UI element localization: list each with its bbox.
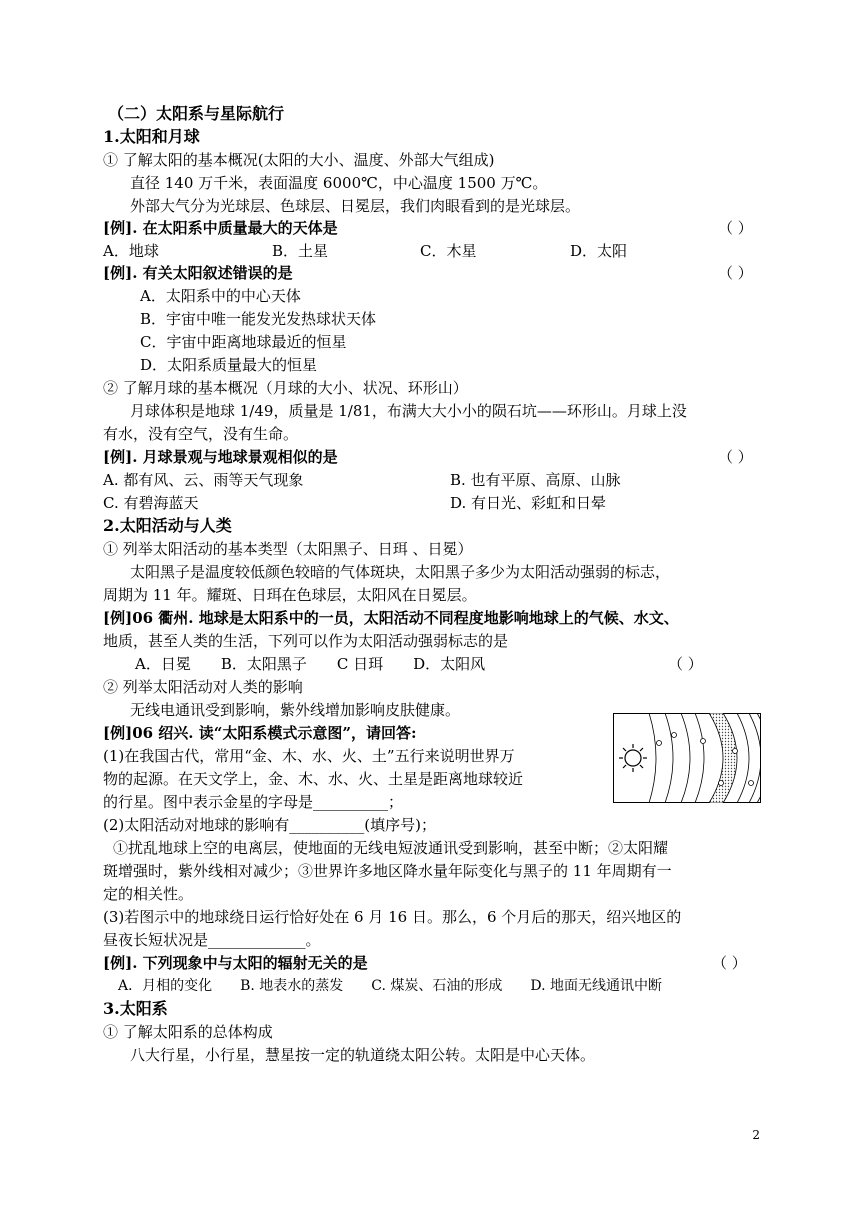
point-activity-impact: ② 列举太阳活动对人类的影响	[103, 678, 303, 696]
option-d: D．太阳系质量最大的恒星	[140, 356, 318, 374]
section-title: （二）太阳系与星际航行	[108, 104, 285, 123]
option-c: C．宇宙中距离地球最近的恒星	[140, 333, 347, 351]
heading-sun-and-moon: 1.太阳和月球	[103, 127, 200, 146]
point-moon-overview: ② 了解月球的基本概况（月球的大小、状况、环形山）	[103, 379, 468, 397]
page-number: 2	[752, 1128, 760, 1142]
answer-blank: （ ）	[718, 219, 753, 237]
question-sun-wrong: [例]. 有关太阳叙述错误的是	[103, 264, 293, 282]
subquestion-1-line2: 物的起源。在天文学上，金、木、水、火、土星是距离地球较近	[103, 770, 524, 788]
text-moon-facts-2: 有水，没有空气，没有生命。	[103, 425, 299, 443]
answer-blank: （ ）	[668, 655, 703, 673]
answer-blank: （ ）	[718, 264, 753, 282]
option-c: C. 有碧海蓝天	[103, 494, 199, 512]
option-b: B. 也有平原、高原、山脉	[450, 471, 621, 489]
subquestion-3-line2: 昼夜长短状况是_____________。	[103, 931, 321, 949]
option-d: D. 有日光、彩虹和日晕	[450, 494, 607, 512]
text-sunspots-1: 太阳黑子是温度较低颜色较暗的气体斑块，太阳黑子多少为太阳活动强弱的标志，	[130, 563, 671, 581]
planet-e	[733, 749, 738, 754]
question-quzhou-line2: 地质，甚至人类的生活，下列可以作为太阳活动强弱标志的是	[103, 632, 509, 650]
planet-d	[719, 781, 724, 786]
subquestion-2-options-3: 定的相关性。	[103, 885, 194, 903]
text-sun-size: 直径 140 万千米，表面温度 6000℃，中心温度 1500 万℃。	[130, 174, 548, 192]
planet-a	[657, 741, 662, 746]
option-a: A．地球	[103, 242, 159, 260]
question-shaoxing: [例]06 绍兴. 读“太阳系模式示意图”，请回答:	[103, 724, 417, 742]
point-sun-overview: ① 了解太阳的基本概况(太阳的大小、温度、外部大气组成)	[103, 151, 495, 169]
text-sun-atmosphere: 外部大气分为光球层、色球层、日冕层，我们肉眼看到的是光球层。	[130, 197, 581, 215]
option-a: A．太阳系中的中心天体	[140, 287, 301, 305]
heading-solar-system: 3.太阳系	[103, 999, 168, 1018]
text-solar-system: 八大行星，小行星，慧星按一定的轨道绕太阳公转。太阳是中心天体。	[130, 1046, 596, 1064]
subquestion-1-line3: 的行星。图中表示金星的字母是__________；	[103, 793, 404, 811]
subquestion-2: (2)太阳活动对地球的影响有__________(填序号)；	[103, 816, 436, 834]
question-radiation: [例]. 下列现象中与太阳的辐射无关的是	[103, 954, 368, 972]
question-largest-mass: [例]. 在太阳系中质量最大的天体是	[103, 219, 338, 237]
text-sunspots-2: 周期为 11 年。耀斑、日珥在色球层，太阳风在日冕层。	[103, 586, 477, 604]
question-moon-landscape: [例]. 月球景观与地球景观相似的是	[103, 448, 338, 466]
option-b: B．宇宙中唯一能发光发热球状天体	[140, 310, 377, 328]
options-quzhou: A．日冕 B．太阳黑子 C 日珥 D．太阳风	[135, 655, 486, 673]
option-d: D．太阳	[570, 242, 628, 260]
option-a: A. 都有风、云、雨等天气现象	[103, 471, 304, 489]
text-activity-impact: 无线电通讯受到影响，紫外线增加影响皮肤健康。	[130, 701, 461, 719]
planet-b	[672, 733, 677, 738]
planet-f	[749, 781, 754, 786]
options-radiation: A．月相的变化 B. 地表水的蒸发 C. 煤炭、石油的形成 D. 地面无线通讯中断	[118, 978, 663, 994]
subquestion-1-line1: (1)在我国古代，常用“金、木、水、火、土”五行来说明世界万	[103, 747, 515, 765]
subquestion-2-options-2: 斑增强时，紫外线相对减少；③世界许多地区降水量年际变化与黑子的 11 年周期有一	[103, 862, 672, 880]
point-solar-system: ① 了解太阳系的总体构成	[103, 1023, 273, 1041]
point-activity-types: ① 列举太阳活动的基本类型（太阳黑子、日珥 、日冕）	[103, 540, 473, 558]
answer-blank: （ ）	[712, 954, 747, 972]
question-quzhou-line1: [例]06 衢州. 地球是太阳系中的一员，太阳活动不同程度地影响地球上的气候、水文、	[103, 609, 679, 627]
planet-c	[701, 739, 706, 744]
subquestion-2-options-1: ①扰乱地球上空的电离层，使地面的无线电短波通讯受到影响，甚至中断；②太阳耀	[113, 839, 669, 857]
subquestion-3-line1: (3)若图示中的地球绕日运行恰好处在 6 月 16 日。那么，6 个月后的那天，绍兴地区的	[103, 908, 682, 926]
heading-solar-activity: 2.太阳活动与人类	[103, 516, 232, 535]
answer-blank: （ ）	[718, 448, 753, 466]
solar-system-diagram	[613, 713, 761, 803]
text-moon-facts-1: 月球体积是地球 1/49，质量是 1/81，布满大大小小的陨石坑——环形山。月球上没	[130, 402, 687, 420]
option-b: B．土星	[272, 242, 329, 260]
option-c: C．木星	[420, 242, 477, 260]
